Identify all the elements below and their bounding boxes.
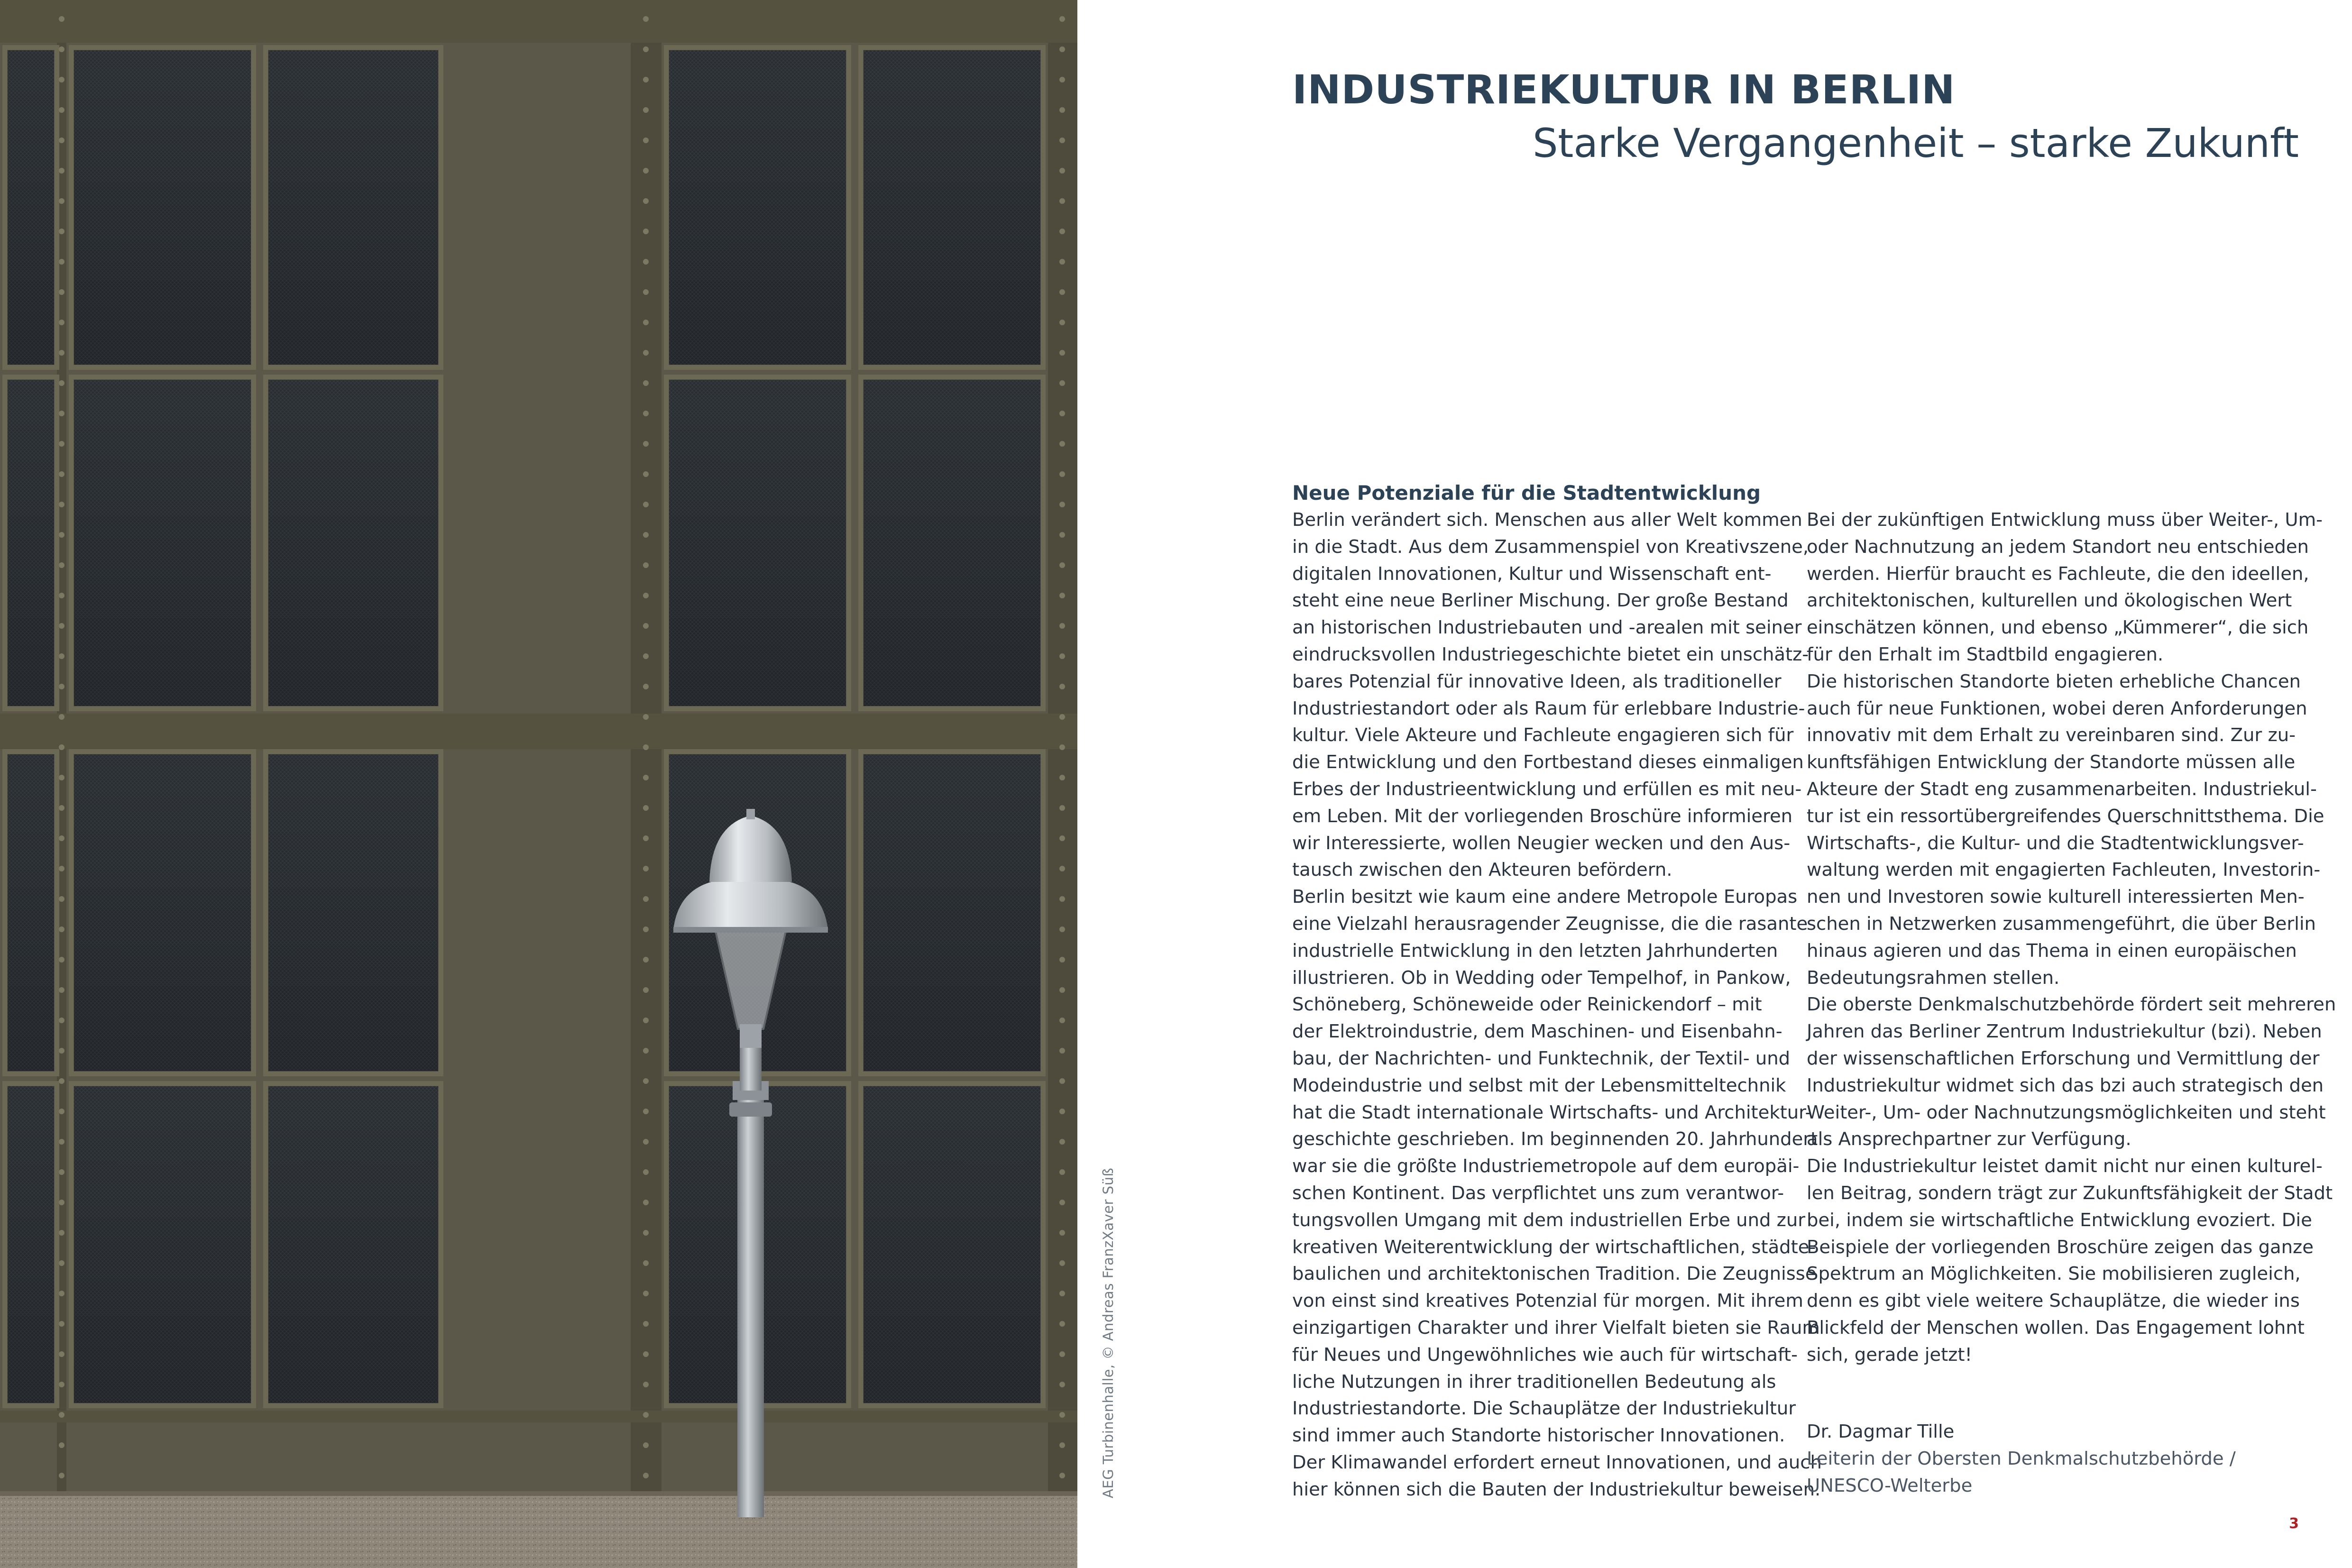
body-text-line: Die Industriekultur leistet damit nicht nur einen kulturel- (1807, 1155, 2323, 1177)
body-text-line: Industriestandort oder als Raum für erlebbare Industrie- (1292, 697, 1805, 719)
body-text-line: für Neues und Ungewöhnliches wie auch für wirtschaft- (1292, 1344, 1798, 1366)
body-text-line: hinaus agieren und das Thema in einen europäischen (1807, 940, 2297, 962)
body-text-line: nen und Investoren sowie kulturell interessierten Men- (1807, 886, 2305, 908)
body-text-line: tungsvollen Umgang mit dem industriellen Erbe und zur (1292, 1209, 1806, 1231)
body-text-line: waltung werden mit engagierten Fachleuten, Investorin- (1807, 859, 2321, 881)
body-text-line: Wirtschafts-, die Kultur- und die Stadtentwicklungsver- (1807, 832, 2304, 854)
body-text-line: eindrucksvollen Industriegeschichte bietet ein unschätz- (1292, 643, 1809, 665)
body-text-line: schen in Netzwerken zusammengeführt, die über Berlin (1807, 913, 2316, 935)
body-text-line: em Leben. Mit der vorliegenden Broschüre informieren (1292, 805, 1793, 827)
body-text-line: der Elektroindustrie, dem Maschinen- und Eisenbahn- (1292, 1021, 1782, 1043)
body-text-line: an historischen Industriebauten und -arealen mit seiner (1292, 617, 1802, 639)
body-text-line: Weiter-, Um- oder Nachnutzungsmöglichkeiten und steht (1807, 1101, 2326, 1123)
body-text-line: Industriekultur widmet sich das bzi auch strategisch den (1807, 1074, 2324, 1096)
body-text-line: liche Nutzungen in ihrer traditionellen Bedeutung als (1292, 1371, 1776, 1393)
body-text-line: innovativ mit dem Erhalt zu vereinbaren sind. Zur zu- (1807, 724, 2296, 746)
body-text-line: bau, der Nachrichten- und Funktechnik, der Textil- und (1292, 1047, 1791, 1069)
body-text-line: als Ansprechpartner zur Verfügung. (1807, 1128, 2132, 1150)
body-text-line: Bedeutungsrahmen stellen. (1807, 967, 2060, 989)
body-text-line: hat die Stadt internationale Wirtschafts- und Architektur- (1292, 1101, 1812, 1123)
body-text-line: bares Potenzial für innovative Ideen, als traditioneller (1292, 670, 1782, 692)
body-text-line: Berlin besitzt wie kaum eine andere Metropole Europas (1292, 886, 1798, 908)
body-text-line: Der Klimawandel erfordert erneut Innovationen, und auch (1292, 1451, 1822, 1473)
section-heading: Neue Potenziale für die Stadtentwicklung (1292, 481, 1761, 504)
body-text-line: schen Kontinent. Das verpflichtet uns zum verantwor- (1292, 1182, 1784, 1204)
body-text-line: Jahren das Berliner Zentrum Industriekultur (bzi). Neben (1807, 1021, 2322, 1043)
body-text-line: einschätzen können, und ebenso „Kümmerer“, die sich (1807, 617, 2309, 639)
body-text-line: auch für neue Funktionen, wobei deren Anforderungen (1807, 697, 2307, 719)
body-text-line: Blickfeld der Menschen wollen. Das Engagement lohnt (1807, 1317, 2305, 1339)
body-text-line: kultur. Viele Akteure und Fachleute engagieren sich für (1292, 724, 1794, 746)
body-text-line: sind immer auch Standorte historischer Innovationen. (1292, 1425, 1785, 1447)
body-text-line: sich, gerade jetzt! (1807, 1344, 1972, 1366)
body-text-line: Spektrum an Möglichkeiten. Sie mobilisieren zugleich, (1807, 1263, 2301, 1285)
author-role: UNESCO-Welterbe (1807, 1475, 1973, 1496)
body-text-line: war sie die größte Industriemetropole auf dem europäi- (1292, 1155, 1800, 1177)
text-column-right (1807, 507, 2336, 1369)
body-text-line: geschichte geschrieben. Im beginnenden 20. Jahrhundert (1292, 1128, 1818, 1150)
body-text-line: architektonischen, kulturellen und ökologischen Wert (1807, 590, 2292, 612)
author-signature (1807, 1419, 2236, 1499)
body-text-line: steht eine neue Berliner Mischung. Der große Bestand (1292, 590, 1789, 612)
body-text-line: von einst sind kreatives Potenzial für morgen. Mit ihrem (1292, 1290, 1803, 1312)
body-text-line: einzigartigen Charakter und ihrer Vielfalt bieten sie Raum (1292, 1317, 1820, 1339)
body-text-line: Die historischen Standorte bieten erhebliche Chancen (1807, 670, 2301, 692)
body-text-line: Akteure der Stadt eng zusammenarbeiten. Industriekul- (1807, 778, 2317, 800)
body-text-line: Modeindustrie und selbst mit der Lebensmitteltechnik (1292, 1074, 1786, 1096)
body-text-line: denn es gibt viele weitere Schauplätze, die wieder ins (1807, 1290, 2300, 1312)
author-name: Dr. Dagmar Tille (1807, 1421, 1955, 1442)
body-text-line: eine Vielzahl herausragender Zeugnisse, die die rasante (1292, 913, 1808, 935)
body-text-line: Beispiele der vorliegenden Broschüre zeigen das ganze (1807, 1236, 2314, 1258)
page-title: INDUSTRIEKULTUR IN BERLIN (1292, 66, 1956, 113)
photo-credit-caption: AEG Turbinenhalle, © Andreas FranzXaver Süß (1100, 1167, 1116, 1498)
factory-window-facade-image (0, 0, 1077, 1568)
body-text-line: illustrieren. Ob in Wedding oder Tempelhof, in Pankow, (1292, 967, 1791, 989)
body-text-line: baulichen und architektonischen Tradition. Die Zeugnisse (1292, 1263, 1817, 1285)
body-text-line: der wissenschaftlichen Erforschung und Vermittlung der (1807, 1047, 2320, 1069)
body-text-line: Die oberste Denkmalschutzbehörde fördert seit mehreren (1807, 994, 2336, 1016)
body-text-line: oder Nachnutzung an jedem Standort neu entschieden (1807, 536, 2309, 558)
text-column-left (1292, 480, 1822, 1503)
page-subtitle: Starke Vergangenheit – starke Zukunft (1533, 120, 2299, 166)
body-text-line: in die Stadt. Aus dem Zusammenspiel von Kreativszene, (1292, 536, 1809, 558)
body-text-line: für den Erhalt im Stadtbild engagieren. (1807, 643, 2164, 665)
body-text-line: tausch zwischen den Akteuren befördern. (1292, 859, 1672, 881)
page-number: 3 (2289, 1515, 2299, 1532)
body-text-line: kreativen Weiterentwicklung der wirtschaftlichen, städte- (1292, 1236, 1816, 1258)
cover-photo (0, 0, 1077, 1568)
body-text-line: werden. Hierfür braucht es Fachleute, die den ideellen, (1807, 563, 2309, 585)
body-text-line: industrielle Entwicklung in den letzten Jahrhunderten (1292, 940, 1778, 962)
body-text-line: Schöneberg, Schöneweide oder Reinickendorf – mit (1292, 994, 1762, 1016)
body-text-line: len Beitrag, sondern trägt zur Zukunftsfähigkeit der Stadt (1807, 1182, 2333, 1204)
body-text-line: hier können sich die Bauten der Industriekultur beweisen. (1292, 1478, 1821, 1500)
body-text-line: Erbes der Industrieentwicklung und erfüllen es mit neu- (1292, 778, 1802, 800)
author-role: Leiterin der Obersten Denkmalschutzbehörde / (1807, 1448, 2236, 1469)
body-text-line: digitalen Innovationen, Kultur und Wissenschaft ent- (1292, 563, 1772, 585)
body-text-line: Bei der zukünftigen Entwicklung muss über Weiter-, Um- (1807, 509, 2323, 531)
body-text-line: Industriestandorte. Die Schauplätze der Industriekultur (1292, 1398, 1796, 1420)
body-text-line: bei, indem sie wirtschaftliche Entwicklung evoziert. Die (1807, 1209, 2312, 1231)
body-text-line: tur ist ein ressortübergreifendes Querschnittsthema. Die (1807, 805, 2324, 827)
body-text-line: kunftsfähigen Entwicklung der Standorte müssen alle (1807, 752, 2296, 773)
body-text-line: wir Interessierte, wollen Neugier wecken und den Aus- (1292, 832, 1791, 854)
body-text-line: Berlin verändert sich. Menschen aus aller Welt kommen (1292, 509, 1802, 531)
body-text-line: die Entwicklung und den Fortbestand dieses einmaligen (1292, 752, 1804, 773)
